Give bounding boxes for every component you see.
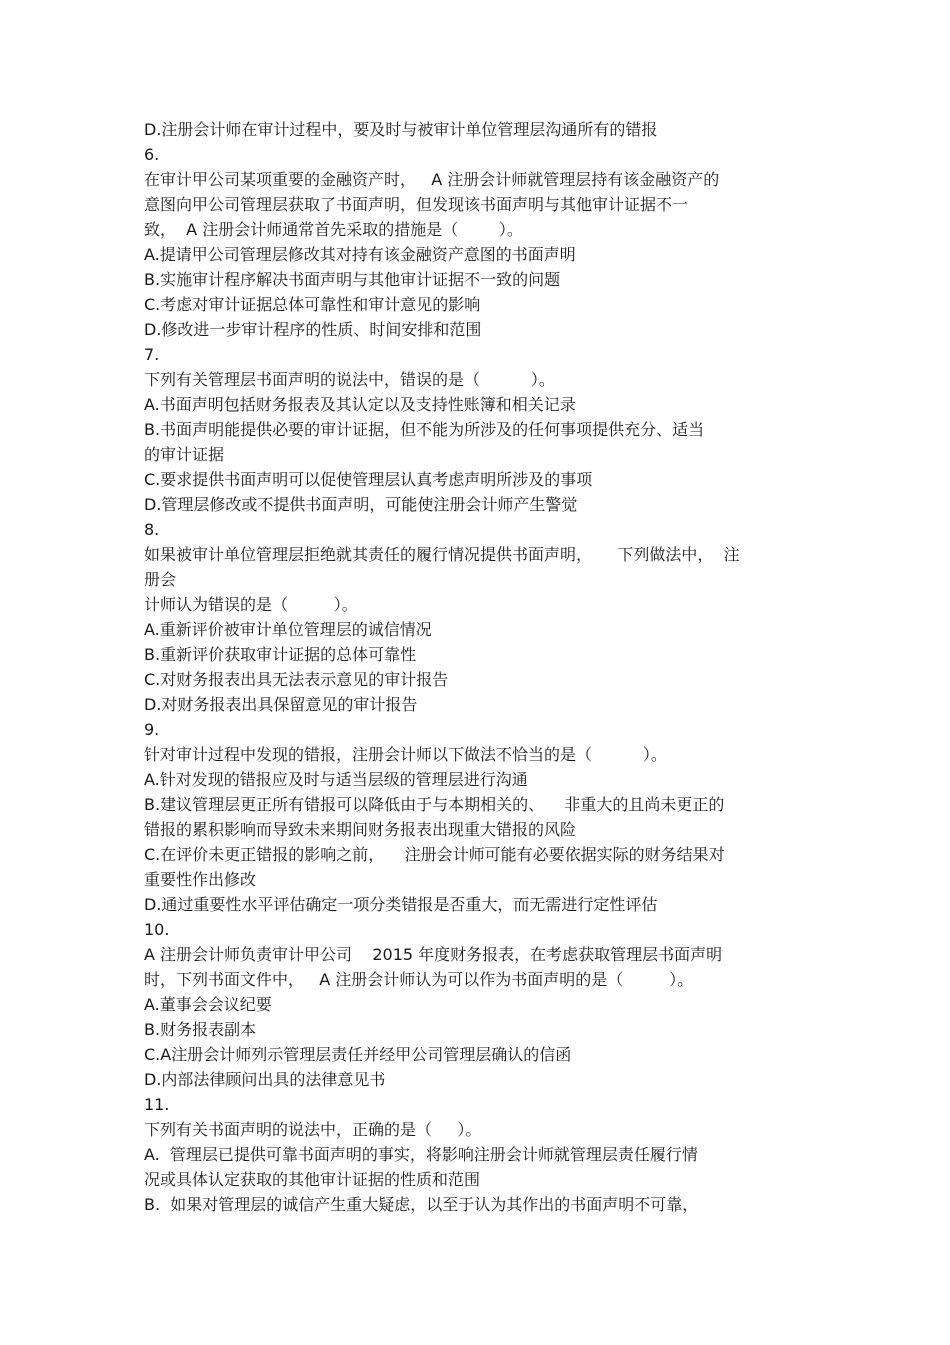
text-line: D.内部法律顾问出具的法律意见书	[144, 1070, 386, 1089]
text-line: B.书面声明能提供必要的审计证据，但不能为所涉及的任何事项提供充分、适当	[144, 420, 705, 439]
text-line: D.通过重要性水平评估确定一项分类错报是否重大，而无需进行定性评估	[144, 895, 658, 914]
text-line: 7.	[144, 345, 160, 364]
text-line: A.提请甲公司管理层修改其对持有该金融资产意图的书面声明	[144, 245, 576, 264]
text-line: B.重新评价获取审计证据的总体可靠性	[144, 645, 417, 664]
text-line: 8.	[144, 520, 160, 539]
text-line: 意图向甲公司管理层获取了书面声明，但发现该书面声明与其他审计证据不一	[144, 195, 689, 214]
text-line: 下列有关书面声明的说法中，正确的是（ ）。	[144, 1120, 482, 1139]
text-line: A. 管理层已提供可靠书面声明的事实，将影响注册会计师就管理层责任履行情	[144, 1145, 698, 1164]
text-line: 册会	[144, 570, 177, 589]
text-line: 计师认为错误的是（ ）。	[144, 595, 358, 614]
text-line: D.修改进一步审计程序的性质、时间安排和范围	[144, 320, 482, 339]
text-line: 下列有关管理层书面声明的说法中，错误的是（ ）。	[144, 370, 555, 389]
text-line: C.在评价未更正错报的影响之前， 注册会计师可能有必要依据实际的财务结果对	[144, 845, 725, 864]
text-line: C.对财务报表出具无法表示意见的审计报告	[144, 670, 449, 689]
text-line: B. 如果对管理层的诚信产生重大疑虑，以至于认为其作出的书面声明不可靠，	[144, 1195, 699, 1214]
text-line: 况或具体认定获取的其他审计证据的性质和范围	[144, 1170, 481, 1189]
text-line: C.考虑对审计证据总体可靠性和审计意见的影响	[144, 295, 481, 314]
text-line: 如果被审计单位管理层拒绝就其责任的履行情况提供书面声明， 下列做法中， 注	[144, 545, 740, 564]
text-line: A.书面声明包括财务报表及其认定以及支持性账簿和相关记录	[144, 395, 576, 414]
text-line: D.管理层修改或不提供书面声明，可能使注册会计师产生警觉	[144, 495, 578, 514]
text-line: 错报的累积影响而导致未来期间财务报表出现重大错报的风险	[144, 820, 577, 839]
text-line: 致， A 注册会计师通常首先采取的措施是（ ）。	[144, 220, 523, 239]
document-body	[144, 117, 824, 1217]
text-line: C.A注册会计师列示管理层责任并经甲公司管理层确认的信函	[144, 1045, 572, 1064]
text-line: D.对财务报表出具保留意见的审计报告	[144, 695, 418, 714]
text-line: B.财务报表副本	[144, 1020, 257, 1039]
text-line: 在审计甲公司某项重要的金融资产时， A 注册会计师就管理层持有该金融资产的	[144, 170, 720, 189]
text-line: A.董事会会议纪要	[144, 995, 272, 1014]
text-line: A.针对发现的错报应及时与适当层级的管理层进行沟通	[144, 770, 528, 789]
text-line: 针对审计过程中发现的错报，注册会计师以下做法不恰当的是（ ）。	[144, 745, 667, 764]
text-line: 时，下列书面文件中， A 注册会计师认为可以作为书面声明的是（ ）。	[144, 970, 694, 989]
text-line: A.重新评价被审计单位管理层的诚信情况	[144, 620, 432, 639]
text-line: 重要性作出修改	[144, 870, 257, 889]
text-line: B.实施审计程序解决书面声明与其他审计证据不一致的问题	[144, 270, 561, 289]
text-line: C.要求提供书面声明可以促使管理层认真考虑声明所涉及的事项	[144, 470, 593, 489]
text-line: 6.	[144, 145, 160, 164]
text-line: D.注册会计师在审计过程中，要及时与被审计单位管理层沟通所有的错报	[144, 120, 658, 139]
text-line: B.建议管理层更正所有错报可以降低由于与本期相关的、 非重大的且尚未更正的	[144, 795, 725, 814]
text-line: 的审计证据	[144, 445, 225, 464]
text-line: 10.	[144, 920, 170, 939]
text-line: 9.	[144, 720, 160, 739]
text-line: 11.	[144, 1095, 170, 1114]
text-line: A 注册会计师负责审计甲公司 2015 年度财务报表，在考虑获取管理层书面声明	[144, 945, 723, 964]
